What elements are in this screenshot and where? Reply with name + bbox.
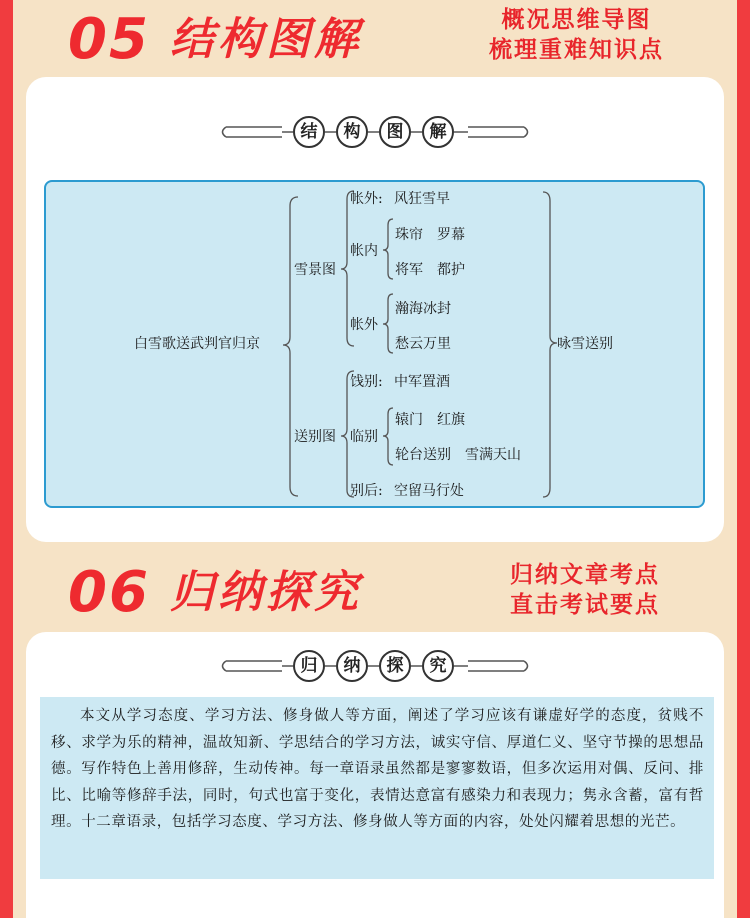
banner-char-3: 探	[386, 656, 404, 676]
section-6-subtitle	[510, 560, 660, 620]
node-linbie-label: 临别	[350, 429, 378, 445]
section-5-subtitle-line2: 梳理重难知识点	[489, 37, 664, 63]
structure-diagram	[44, 180, 705, 508]
banner-char-2: 构	[343, 122, 361, 142]
summary-paragraph: 本文从学习态度、学习方法、修身做人等方面，阐述了学习应该有谦虚好学的态度，贫贱不移、求学为乐的精神，温故知新、学思结合的学习方法，诚实守信、厚道仁义、坚守节操的思想品德。写作特色上善用修辞，生动传神。每一章语录虽然都是寥寥数语，但多次运用对偶、反问、排比、比喻等修辞手法，同时，句式也富于变化，表情达意富有感染力和表现力；隽永含蓄，富有哲理。十二章语录，包括学习态度、学习方法、修身做人等方面的内容，处处闪耀着思想的光芒。	[51, 708, 704, 830]
branch-songbietu: 送别图	[294, 429, 336, 445]
node-zhangnei-label: 帐内	[350, 243, 378, 259]
banner-char-1: 结	[300, 122, 318, 142]
section-5-number: 05	[68, 7, 150, 72]
diagram-conclusion: 咏雪送别	[557, 336, 613, 352]
section-6-title: 归纳探究	[170, 567, 362, 618]
banner-char-1: 归	[300, 656, 318, 676]
node-zhangnei-item-2: 将军 都护	[395, 262, 465, 278]
banner-char-2: 纳	[343, 656, 361, 676]
section-5-banner	[0, 112, 750, 152]
node-zhangwai-1-label: 帐外:	[350, 191, 383, 207]
banner-char-4: 究	[429, 656, 447, 676]
node-linbie-item-1: 辕门 红旗	[395, 412, 465, 428]
banner-char-4: 解	[429, 122, 447, 142]
diagram-root: 白雪歌送武判官归京	[134, 336, 260, 352]
node-biehou-text: 空留马行处	[394, 483, 464, 499]
node-linbie-item-2: 轮台送别 雪满天山	[395, 447, 521, 463]
node-zhangwai-2-item-2: 愁云万里	[395, 336, 451, 352]
node-zhangwai-1-text: 风狂雪早	[394, 191, 450, 207]
node-biehou-label: 别后:	[350, 483, 383, 499]
section-6-banner	[0, 646, 750, 686]
node-zhangwai-2-item-1: 瀚海冰封	[395, 301, 451, 317]
branch-xuejingtu: 雪景图	[294, 262, 336, 278]
node-zhangwai-2-label: 帐外	[350, 317, 378, 333]
section-6-subtitle-line1: 归纳文章考点	[510, 562, 660, 588]
summary-box	[40, 697, 714, 879]
section-5-title: 结构图解	[170, 14, 362, 65]
node-zhangnei-item-1: 珠帘 罗幕	[395, 227, 465, 243]
node-jianbie-label: 饯别:	[350, 374, 383, 390]
banner-char-3: 图	[386, 122, 404, 142]
section-5-subtitle-line1: 概况思维导图	[501, 7, 652, 33]
section-6-subtitle-line2: 直击考试要点	[510, 592, 660, 618]
section-6-number: 06	[68, 560, 150, 625]
section-5-subtitle	[489, 5, 664, 65]
node-jianbie-text: 中军置酒	[394, 374, 450, 390]
